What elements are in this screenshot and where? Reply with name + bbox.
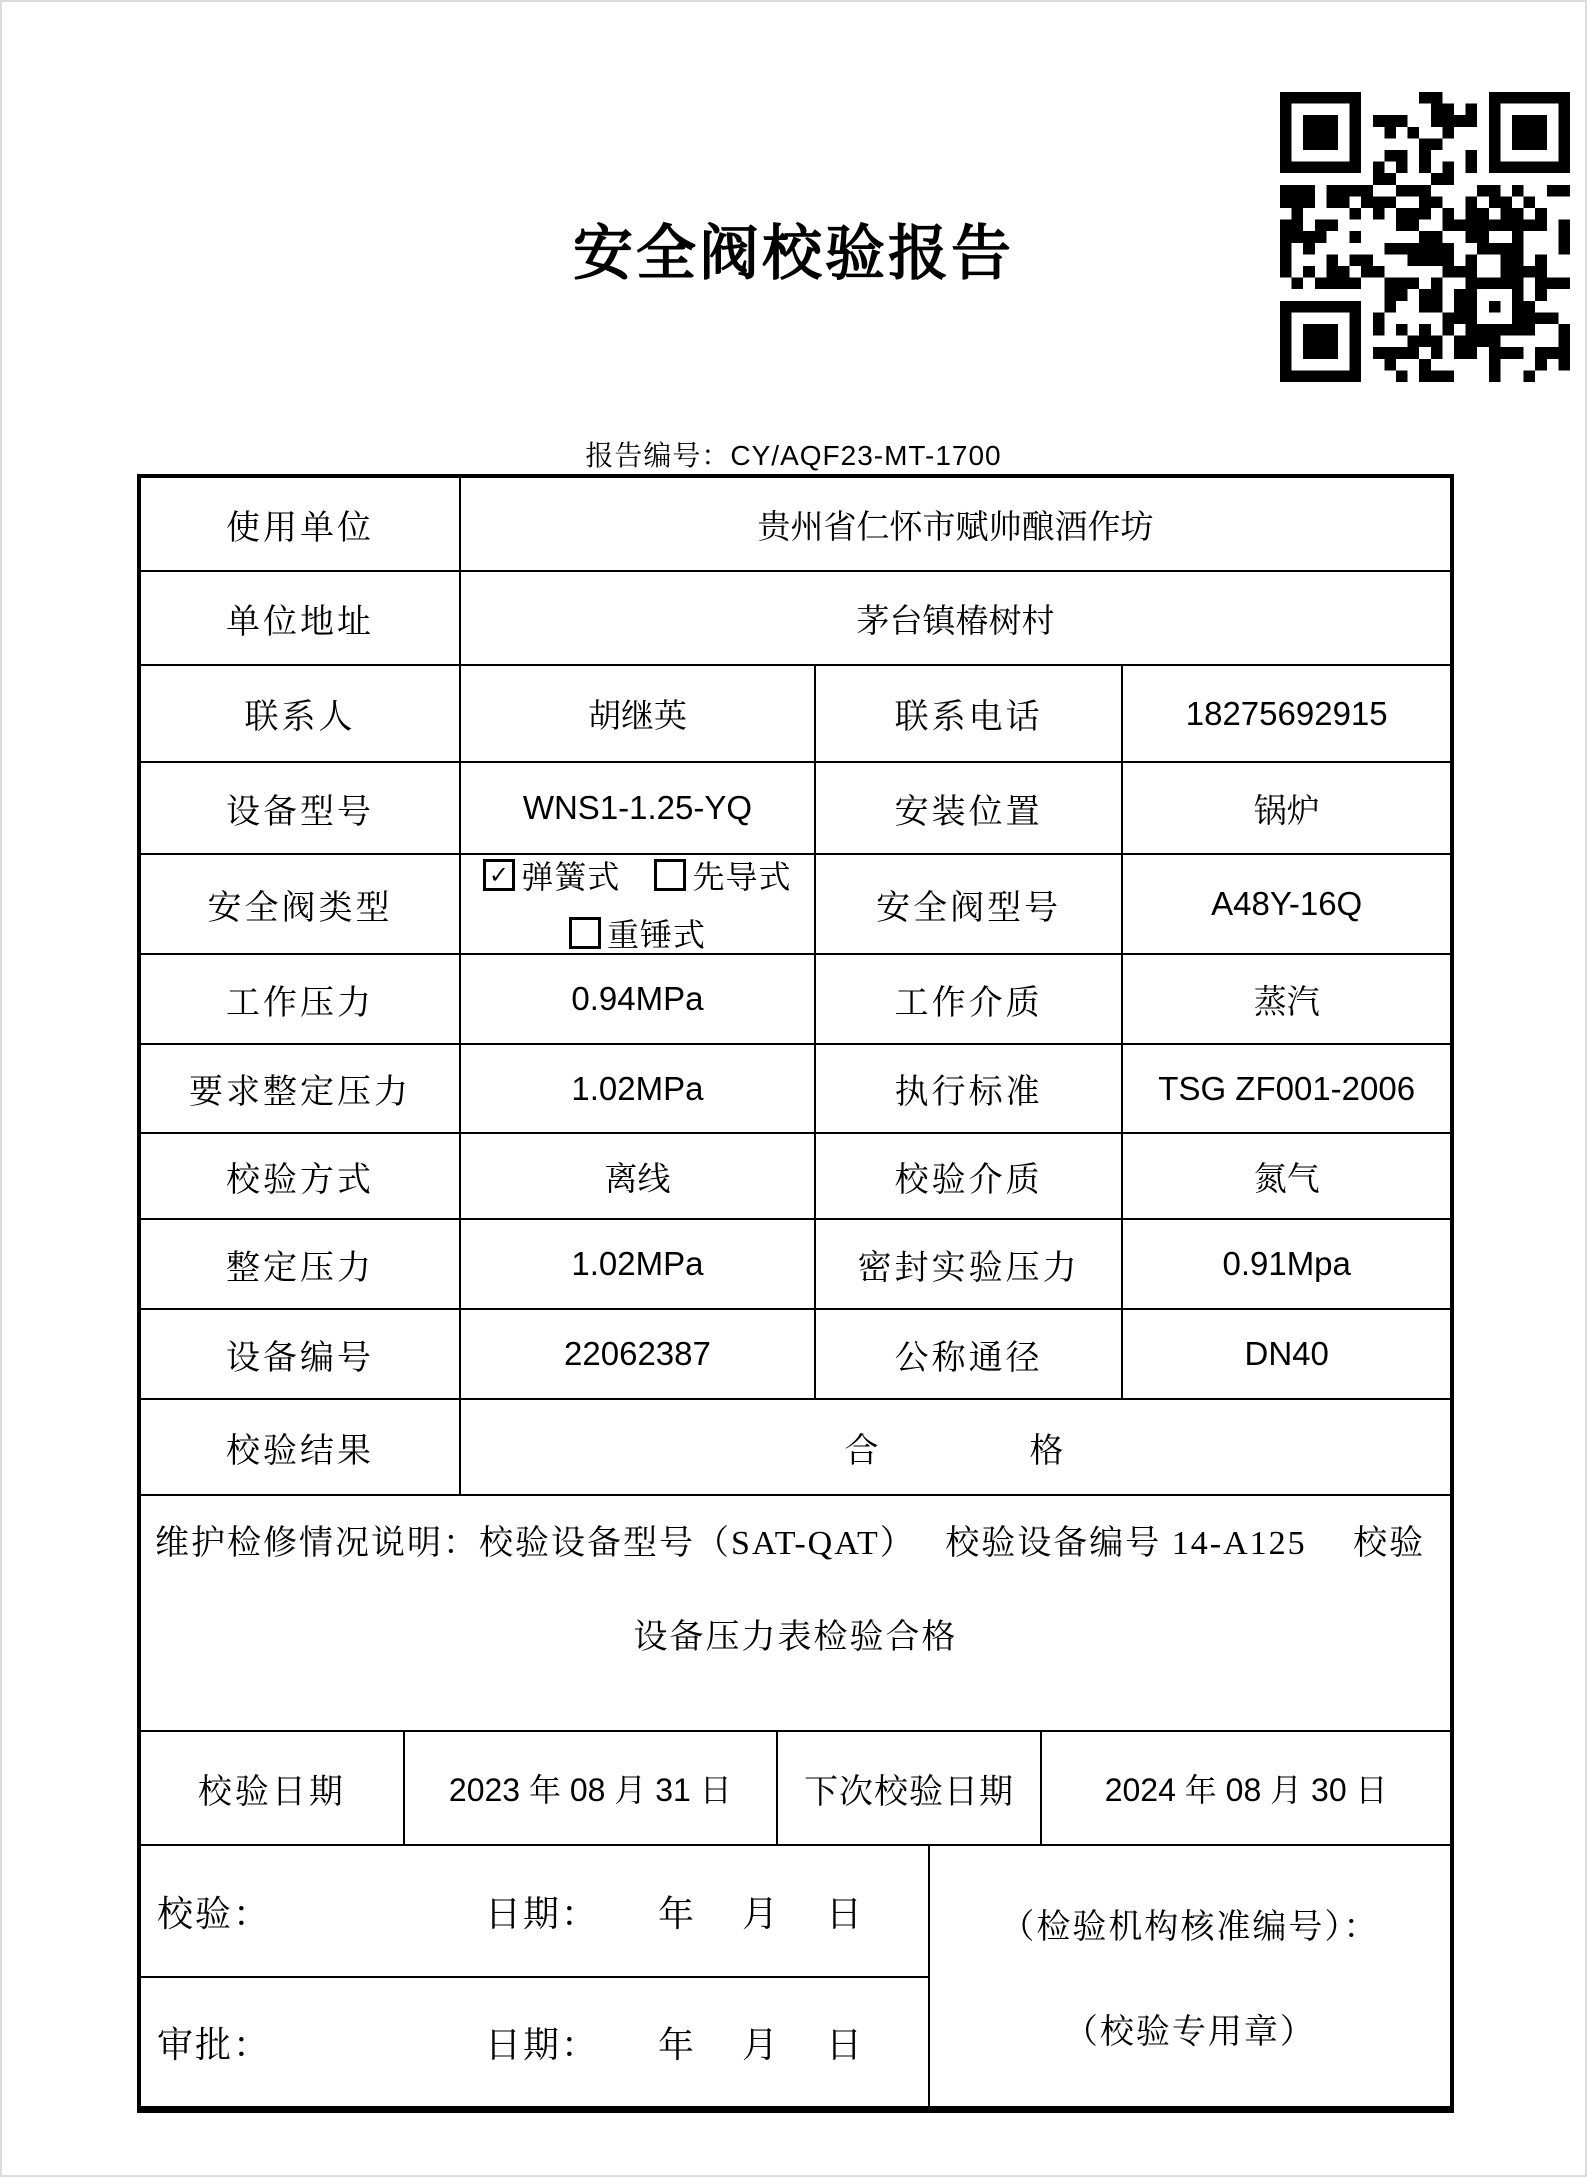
working-pressure-value: 0.94MPa bbox=[459, 955, 814, 1043]
unit-address-label: 单位地址 bbox=[226, 603, 375, 641]
valve-type-line1 bbox=[483, 855, 791, 898]
device-no-value: 22062387 bbox=[459, 1310, 814, 1398]
seal-test-pressure-label: 密封实验压力 bbox=[814, 1220, 1122, 1308]
check-date-label: 日期： bbox=[485, 1893, 600, 1934]
table-row bbox=[141, 1398, 1450, 1494]
signature-block bbox=[141, 1844, 1450, 2106]
maintenance-line2: 设备压力表检验合格 bbox=[633, 1618, 958, 1656]
contact-phone-value: 18275692915 bbox=[1121, 666, 1450, 761]
table-row bbox=[141, 1218, 1450, 1308]
set-pressure-label: 整定压力 bbox=[226, 1249, 375, 1287]
required-set-pressure-value: 1.02MPa bbox=[459, 1045, 814, 1132]
org-approval-number-line: （检验机构核准编号）： bbox=[1000, 1909, 1380, 1946]
table-row bbox=[141, 478, 1450, 570]
pilot-type-checkbox bbox=[654, 859, 686, 891]
calibration-stamp-line: （校验专用章） bbox=[1063, 2014, 1316, 2051]
table-row bbox=[141, 1043, 1450, 1132]
weight-type-checkbox bbox=[569, 917, 601, 949]
spring-type-checkbox bbox=[483, 859, 515, 891]
approve-sign-label: 审批： bbox=[157, 2024, 272, 2065]
valve-type-line2 bbox=[569, 910, 706, 953]
valve-type-label: 安全阀类型 bbox=[207, 889, 393, 927]
seal-test-pressure-value: 0.91Mpa bbox=[1121, 1220, 1450, 1308]
table-row bbox=[141, 1494, 1450, 1730]
contact-label: 联系人 bbox=[244, 699, 356, 736]
working-pressure-label: 工作压力 bbox=[226, 984, 375, 1022]
use-unit-value: 贵州省仁怀市赋帅酿酒作坊 bbox=[459, 478, 1450, 570]
device-no-label: 设备编号 bbox=[226, 1339, 375, 1377]
next-calibration-date-label: 下次校验日期 bbox=[776, 1732, 1040, 1844]
standard-value: TSG ZF001-2006 bbox=[1121, 1045, 1450, 1132]
set-pressure-value: 1.02MPa bbox=[459, 1220, 814, 1308]
check-sign-row bbox=[141, 1846, 928, 1976]
contact-value: 胡继英 bbox=[459, 666, 814, 761]
table-row bbox=[141, 1308, 1450, 1398]
required-set-pressure-label: 要求整定压力 bbox=[189, 1074, 412, 1111]
calibration-medium-label: 校验介质 bbox=[814, 1134, 1122, 1218]
standard-label: 执行标准 bbox=[814, 1045, 1122, 1132]
install-location-label: 安装位置 bbox=[814, 763, 1122, 853]
valve-model-label: 安全阀型号 bbox=[814, 855, 1122, 953]
working-medium-value: 蒸汽 bbox=[1121, 955, 1450, 1043]
install-location-value: 锅炉 bbox=[1121, 763, 1450, 853]
table-row bbox=[141, 953, 1450, 1043]
check-ymd-placeholder: 年 月 日 bbox=[658, 1893, 869, 1934]
working-medium-label: 工作介质 bbox=[814, 955, 1122, 1043]
device-model-value: WNS1-1.25-YQ bbox=[459, 763, 814, 853]
signature-left-column bbox=[141, 1846, 928, 2106]
approve-sign-row bbox=[141, 1976, 928, 2106]
report-number-value: CY/AQF23-MT-1700 bbox=[730, 440, 1002, 471]
table-row bbox=[141, 664, 1450, 761]
calibration-method-value: 离线 bbox=[459, 1134, 814, 1218]
report-table bbox=[137, 474, 1454, 2113]
maintenance-note bbox=[141, 1496, 1450, 1730]
result-value: 合 格 bbox=[459, 1400, 1450, 1494]
use-unit-label: 使用单位 bbox=[226, 509, 375, 547]
nominal-diameter-value: DN40 bbox=[1121, 1310, 1450, 1398]
valve-type-options bbox=[459, 855, 814, 953]
next-calibration-date-value: 2024 年 08 月 30 日 bbox=[1040, 1732, 1450, 1844]
table-row bbox=[141, 1132, 1450, 1218]
unit-address-value: 茅台镇椿树村 bbox=[459, 572, 1450, 664]
table-row bbox=[141, 1730, 1450, 1844]
check-sign-label: 校验： bbox=[157, 1893, 272, 1934]
calibration-medium-value: 氮气 bbox=[1121, 1134, 1450, 1218]
calibration-date-value: 2023 年 08 月 31 日 bbox=[403, 1732, 776, 1844]
table-row bbox=[141, 761, 1450, 853]
calibration-date-label: 校验日期 bbox=[197, 1773, 346, 1811]
nominal-diameter-label: 公称通径 bbox=[814, 1310, 1122, 1398]
contact-phone-label: 联系电话 bbox=[814, 666, 1122, 761]
report-number-line bbox=[2, 434, 1585, 474]
table-row bbox=[141, 570, 1450, 664]
org-stamp-cell bbox=[928, 1846, 1450, 2106]
device-model-label: 设备型号 bbox=[226, 793, 375, 831]
check-mark-icon: ✓ bbox=[488, 861, 510, 889]
table-row bbox=[141, 853, 1450, 953]
maintenance-line1: 维护检修情况说明：校验设备型号（SAT-QAT） 校验设备编号 14-A125 校验 bbox=[155, 1525, 1426, 1562]
spring-type-label: 弹簧式 bbox=[521, 859, 621, 895]
weight-type-label: 重锤式 bbox=[606, 917, 706, 953]
result-label: 校验结果 bbox=[226, 1432, 375, 1470]
valve-model-value: A48Y-16Q bbox=[1121, 855, 1450, 953]
report-number-label: 报告编号： bbox=[585, 441, 731, 472]
pilot-type-label: 先导式 bbox=[692, 859, 792, 895]
approve-ymd-placeholder: 年 月 日 bbox=[658, 2024, 869, 2065]
approve-date-label: 日期： bbox=[485, 2024, 600, 2065]
report-title: 安全阀校验报告 bbox=[573, 221, 1014, 287]
calibration-method-label: 校验方式 bbox=[226, 1161, 375, 1199]
